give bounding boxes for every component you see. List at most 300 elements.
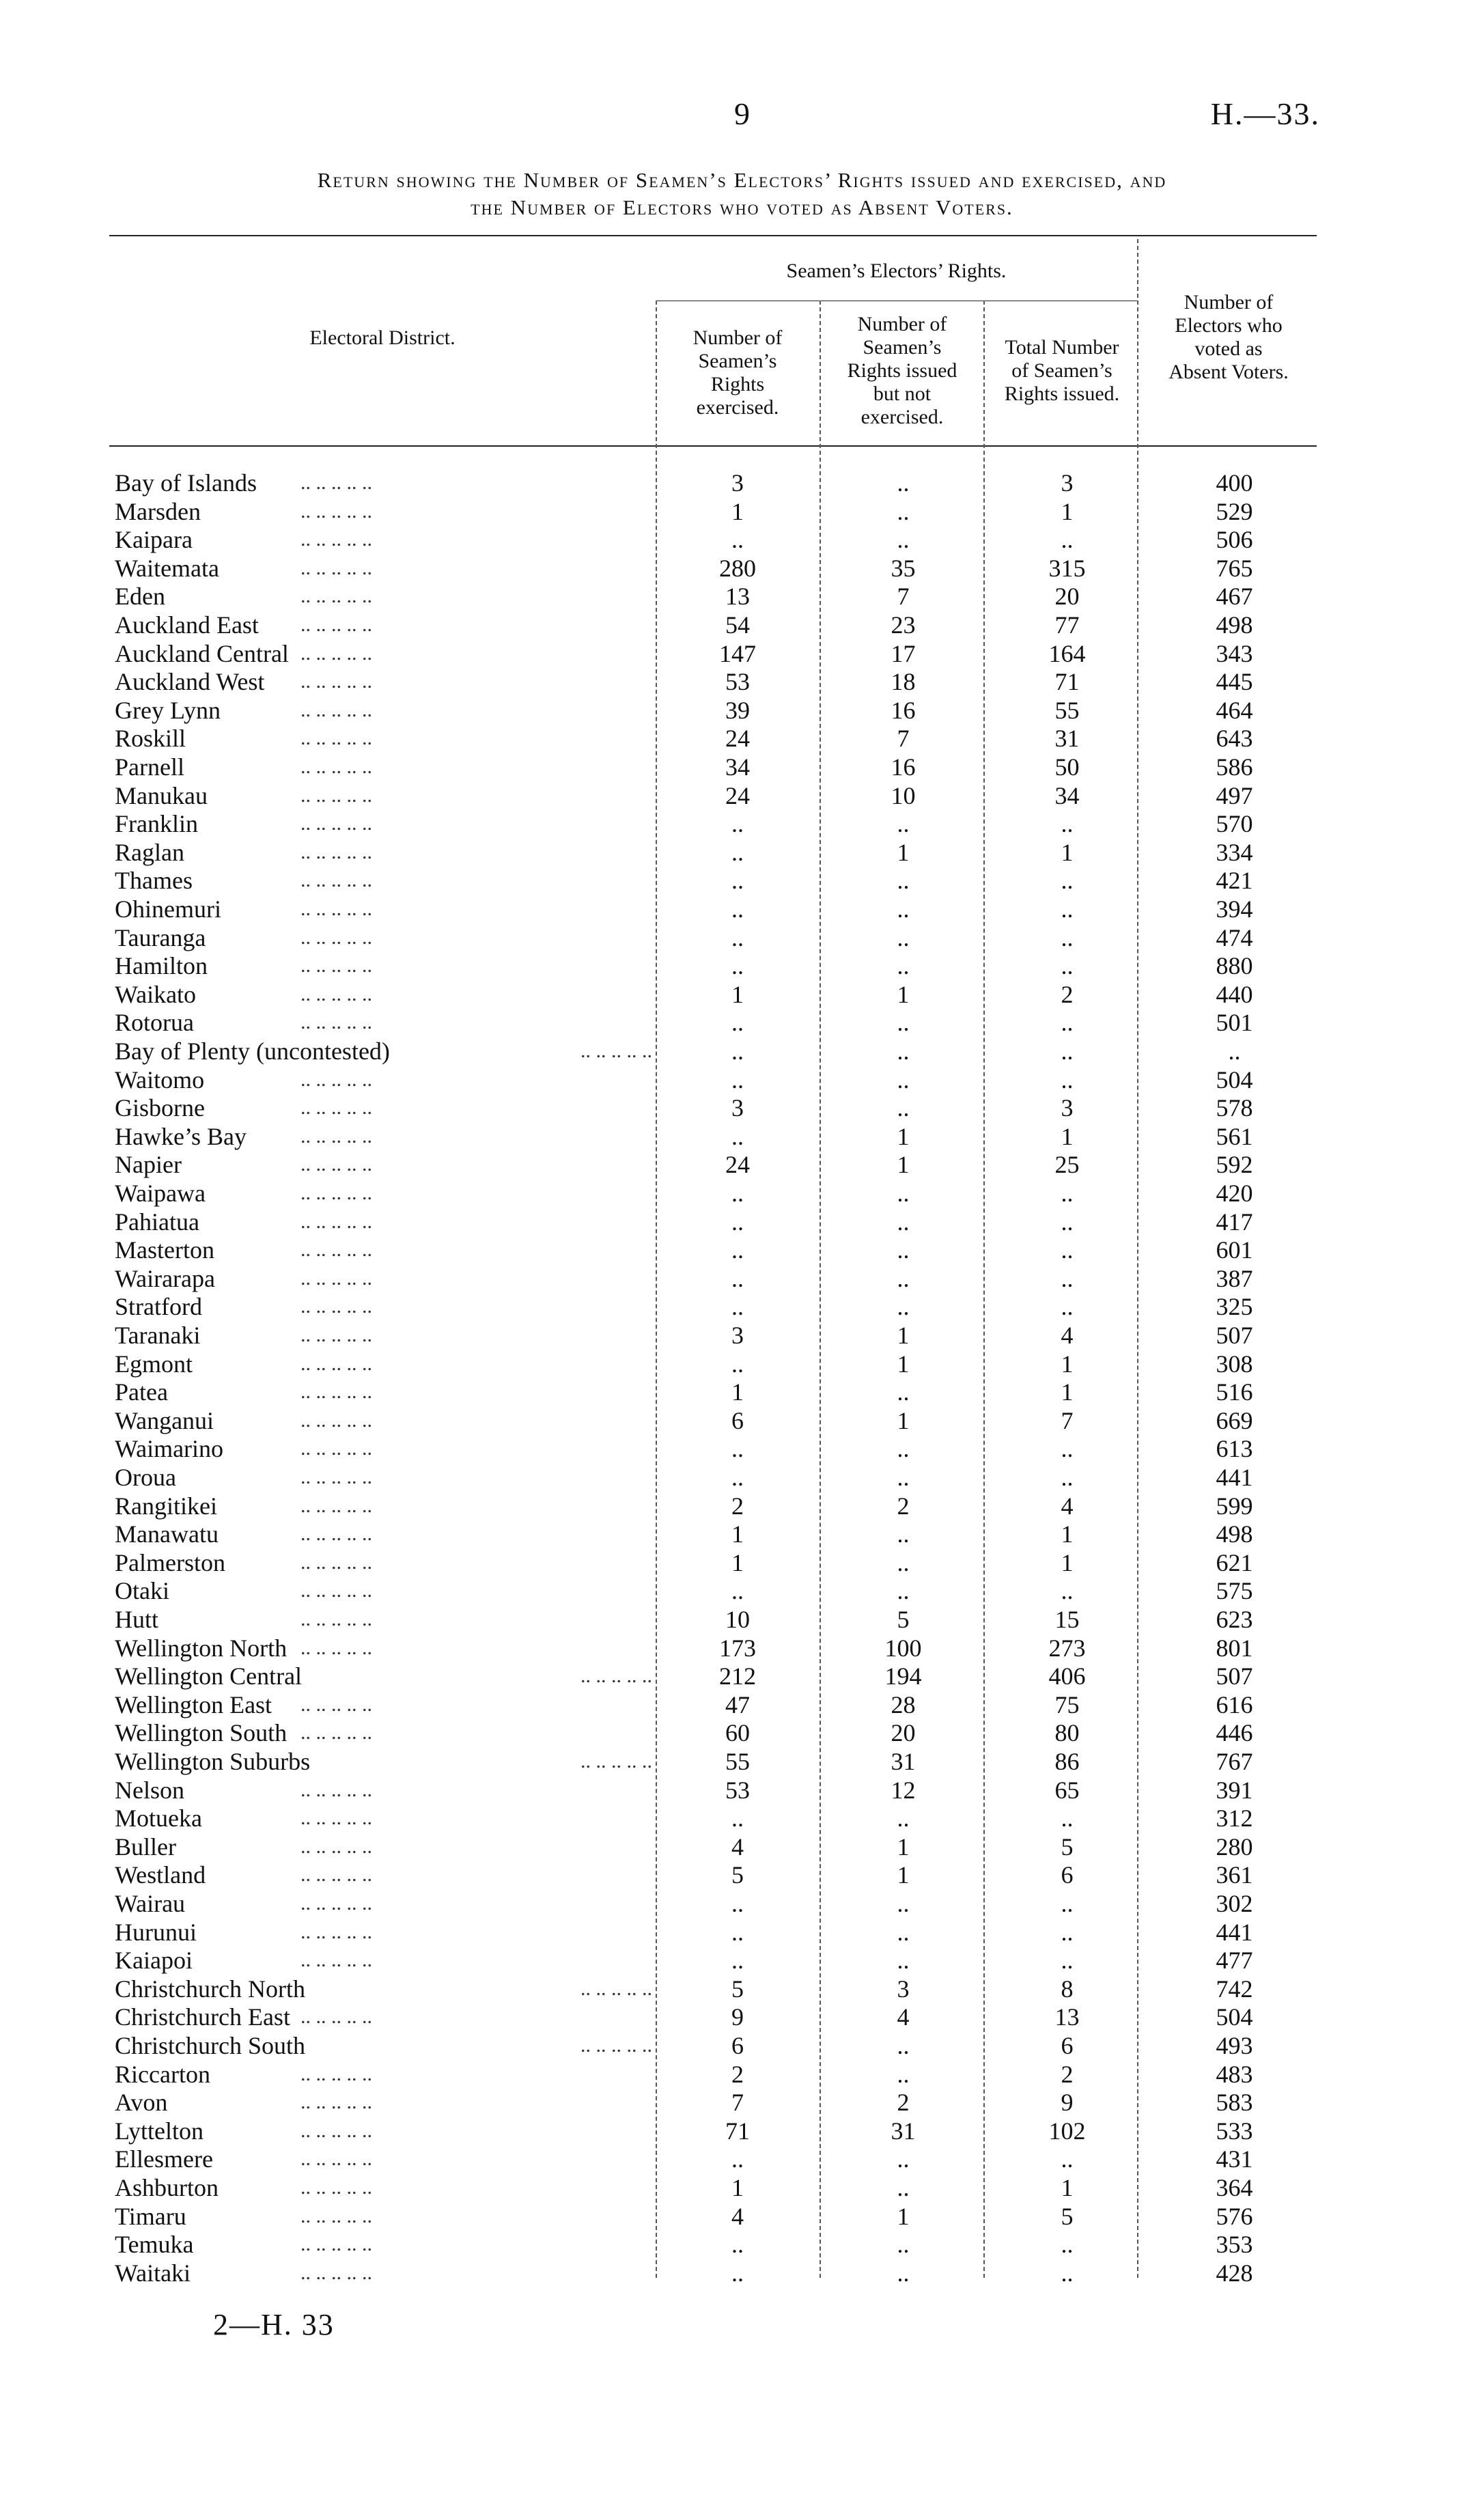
header-bottom-rule (109, 445, 1317, 447)
cell-absent-voters: 599 (1216, 1492, 1253, 1520)
district-name: Waipawa (115, 1180, 206, 1207)
table-row (0, 1889, 1484, 1918)
cell-exercised: .. (731, 1577, 744, 1605)
leader-dots: .. .. .. .. .. (300, 783, 372, 807)
header-total-issued: Total Number of Seamen’s Rights issued. (1004, 336, 1120, 405)
district-name: Wellington Central (115, 1662, 303, 1690)
district-name: Nelson (115, 1776, 184, 1804)
cell-absent-voters: 507 (1216, 1322, 1253, 1349)
table-row (0, 1321, 1484, 1350)
table-row (0, 2088, 1484, 2117)
leader-dots: .. .. .. .. .. (300, 1437, 372, 1460)
district-name: Manawatu (115, 1520, 219, 1548)
table-row (0, 1179, 1484, 1208)
district-name: Hutt (115, 1606, 159, 1633)
table-row (0, 2060, 1484, 2089)
leader-dots: .. .. .. .. .. (300, 2147, 372, 2171)
cell-total-issued: 2 (1061, 980, 1074, 1008)
district-name: Riccarton (115, 2060, 210, 2088)
cell-absent-voters: 361 (1216, 1861, 1253, 1889)
cell-not-exercised: .. (897, 1208, 910, 1236)
cell-not-exercised: 12 (891, 1776, 916, 1804)
table-row (0, 696, 1484, 725)
leader-dots: .. .. .. .. .. (300, 1153, 372, 1176)
cell-absent-voters: 441 (1216, 1918, 1253, 1946)
leader-dots: .. .. .. .. .. (580, 2034, 652, 2057)
cell-absent-voters: 669 (1216, 1406, 1253, 1434)
cell-exercised: 53 (725, 668, 750, 696)
leader-dots: .. .. .. .. .. (580, 1040, 652, 1062)
district-name: Hawke’s Bay (115, 1122, 247, 1150)
cell-not-exercised: 5 (897, 1606, 910, 1633)
cell-total-issued: .. (1061, 1464, 1074, 1491)
cell-not-exercised: .. (897, 1947, 910, 1975)
district-name: Bay of Islands (115, 469, 257, 497)
district-name: Wanganui (115, 1406, 214, 1434)
cell-exercised: 54 (725, 611, 750, 639)
cell-absent-voters: 302 (1216, 1890, 1253, 1917)
cell-total-issued: 1 (1061, 1350, 1074, 1378)
leader-dots: .. .. .. .. .. (300, 585, 372, 608)
cell-total-issued: 31 (1054, 725, 1080, 753)
cell-not-exercised: 1 (897, 1151, 910, 1179)
leader-dots: .. .. .. .. .. (300, 954, 372, 977)
cell-exercised: .. (731, 1947, 744, 1975)
cell-total-issued: .. (1061, 2145, 1074, 2173)
cell-not-exercised: .. (897, 1094, 910, 1122)
header-district: Electoral District. (309, 326, 456, 349)
district-name: Oroua (115, 1464, 176, 1491)
table-row (0, 1463, 1484, 1492)
cell-total-issued: 20 (1054, 583, 1080, 611)
table-row (0, 2031, 1484, 2060)
district-name: Bay of Plenty (uncontested) (115, 1037, 390, 1065)
district-name: Waikato (115, 980, 197, 1008)
cell-exercised: 24 (725, 781, 750, 809)
cell-not-exercised: 20 (891, 1719, 916, 1747)
cell-absent-voters: 483 (1216, 2060, 1253, 2088)
cell-absent-voters: 643 (1216, 725, 1253, 753)
cell-total-issued: .. (1061, 952, 1074, 980)
leader-dots: .. .. .. .. .. (300, 1550, 372, 1574)
cell-not-exercised: 35 (891, 554, 916, 582)
cell-not-exercised: 16 (891, 696, 916, 724)
table-row (0, 753, 1484, 781)
cell-total-issued: 34 (1054, 781, 1080, 809)
district-name: Timaru (115, 2202, 186, 2230)
cell-not-exercised: 7 (897, 583, 910, 611)
leader-dots: .. .. .. .. .. (300, 2261, 372, 2284)
table-row (0, 1662, 1484, 1690)
district-name: Raglan (115, 838, 184, 866)
cell-total-issued: 3 (1061, 469, 1074, 497)
leader-dots: .. .. .. .. .. (300, 1579, 372, 1602)
district-name: Buller (115, 1833, 176, 1861)
leader-dots: .. .. .. .. .. (300, 1608, 372, 1630)
cell-absent-voters: 445 (1216, 668, 1253, 696)
district-name: Wellington South (115, 1719, 288, 1747)
table-row (0, 1576, 1484, 1605)
cell-not-exercised: 31 (891, 2117, 916, 2145)
cell-not-exercised: .. (897, 1520, 910, 1548)
cell-exercised: 173 (719, 1634, 756, 1662)
cell-absent-voters: 421 (1216, 867, 1253, 895)
leader-dots: .. .. .. .. .. (300, 2119, 372, 2142)
cell-total-issued: .. (1061, 1435, 1074, 1463)
cell-not-exercised: .. (897, 923, 910, 951)
cell-not-exercised: .. (897, 2060, 910, 2088)
cell-absent-voters: 431 (1216, 2145, 1253, 2173)
cell-absent-voters: 420 (1216, 1180, 1253, 1207)
cell-absent-voters: 308 (1216, 1350, 1253, 1378)
header-group-seamens-rights: Seamen’s Electors’ Rights. (786, 260, 1007, 282)
leader-dots: .. .. .. .. .. (300, 499, 372, 523)
leader-dots: .. .. .. .. .. (300, 1466, 372, 1488)
cell-total-issued: 3 (1061, 1094, 1074, 1122)
cell-not-exercised: .. (897, 1037, 910, 1065)
cell-exercised: 3 (731, 1322, 744, 1349)
leader-dots: .. .. .. .. .. (300, 641, 372, 665)
district-name: Wellington Suburbs (115, 1748, 311, 1775)
cell-absent-voters: 533 (1216, 2117, 1253, 2145)
cell-not-exercised: 2 (897, 2089, 910, 2117)
table-row (0, 1492, 1484, 1520)
cell-absent-voters: 570 (1216, 810, 1253, 838)
table-row (0, 1634, 1484, 1662)
table-row (0, 1975, 1484, 2003)
table-row (0, 1066, 1484, 1094)
leader-dots: .. .. .. .. .. (300, 982, 372, 1005)
cell-total-issued: .. (1061, 1264, 1074, 1292)
header-exercised: Number of Seamen’s Rights exercised. (692, 326, 783, 419)
cell-exercised: .. (731, 810, 744, 838)
district-name: Marsden (115, 497, 201, 525)
cell-absent-voters: 576 (1216, 2202, 1253, 2230)
cell-absent-voters: 880 (1216, 952, 1253, 980)
cell-not-exercised: 7 (897, 725, 910, 753)
cell-not-exercised: 1 (897, 1833, 910, 1861)
leader-dots: .. .. .. .. .. (300, 2204, 372, 2227)
district-name: Tauranga (115, 923, 206, 951)
leader-dots: .. .. .. .. .. (580, 1977, 652, 2000)
district-name: Waitaki (115, 2259, 191, 2287)
cell-absent-voters: 477 (1216, 1947, 1253, 1975)
cell-total-issued: .. (1061, 867, 1074, 895)
table-row (0, 639, 1484, 668)
district-name: Wairau (115, 1890, 186, 1917)
cell-absent-voters: 391 (1216, 1776, 1253, 1804)
cell-absent-voters: 501 (1216, 1009, 1253, 1037)
cell-not-exercised: 31 (891, 1748, 916, 1775)
leader-dots: .. .. .. .. .. (300, 1096, 372, 1119)
table-row (0, 497, 1484, 526)
cell-total-issued: 1 (1061, 1122, 1074, 1150)
cell-total-issued: .. (1061, 1947, 1074, 1975)
cell-exercised: 6 (731, 2032, 744, 2059)
leader-dots: .. .. .. .. .. (300, 528, 372, 551)
cell-total-issued: 1 (1061, 1548, 1074, 1576)
leader-dots: .. .. .. .. .. (300, 1210, 372, 1233)
cell-not-exercised: .. (897, 469, 910, 497)
leader-dots: .. .. .. .. .. (300, 897, 372, 920)
district-name: Christchurch East (115, 2003, 290, 2031)
table-row (0, 1122, 1484, 1151)
cell-exercised: 1 (731, 980, 744, 1008)
table-row (0, 1406, 1484, 1435)
cell-exercised: 147 (719, 639, 756, 667)
cell-absent-voters: 441 (1216, 1464, 1253, 1491)
table-row (0, 525, 1484, 554)
table-row (0, 980, 1484, 1009)
cell-absent-voters: 325 (1216, 1293, 1253, 1321)
leader-dots: .. .. .. .. .. (300, 2233, 372, 2256)
cell-absent-voters: 498 (1216, 1520, 1253, 1548)
cell-total-issued: 2 (1061, 2060, 1074, 2088)
cell-total-issued: .. (1061, 1009, 1074, 1037)
district-name: Motueka (115, 1805, 202, 1833)
table-row (0, 1718, 1484, 1747)
cell-exercised: .. (731, 867, 744, 895)
table-row (0, 838, 1484, 867)
cell-exercised: 9 (731, 2003, 744, 2031)
cell-total-issued: 1 (1061, 2174, 1074, 2201)
leader-dots: .. .. .. .. .. (300, 1068, 372, 1091)
district-name: Temuka (115, 2231, 194, 2259)
cell-total-issued: 6 (1061, 2032, 1074, 2059)
cell-absent-voters: 440 (1216, 980, 1253, 1008)
leader-dots: .. .. .. .. .. (300, 1892, 372, 1914)
cell-absent-voters: 343 (1216, 639, 1253, 667)
cell-absent-voters: 400 (1216, 469, 1253, 497)
table-row (0, 895, 1484, 923)
table-row (0, 1008, 1484, 1037)
cell-total-issued: .. (1061, 1890, 1074, 1917)
leader-dots: .. .. .. .. .. (300, 1238, 372, 1262)
table-row (0, 469, 1484, 497)
cell-exercised: 71 (725, 2117, 750, 2145)
cell-not-exercised: .. (897, 1918, 910, 1946)
cell-total-issued: 75 (1054, 1690, 1080, 1718)
cell-exercised: 47 (725, 1690, 750, 1718)
cell-not-exercised: 194 (884, 1662, 922, 1690)
table-row (0, 2230, 1484, 2259)
cell-total-issued: .. (1061, 810, 1074, 838)
cell-not-exercised: 1 (897, 980, 910, 1008)
leader-dots: .. .. .. .. .. (300, 1949, 372, 1972)
table-row (0, 2003, 1484, 2031)
title-line-2: the Number of Electors who voted as Absent Voters. (471, 195, 1013, 219)
table-row (0, 866, 1484, 895)
table-top-rule (109, 235, 1317, 236)
cell-total-issued: 9 (1061, 2089, 1074, 2117)
cell-not-exercised: .. (897, 1180, 910, 1207)
leader-dots: .. .. .. .. .. (300, 812, 372, 835)
leader-dots: .. .. .. .. .. (300, 1835, 372, 1858)
cell-exercised: 24 (725, 725, 750, 753)
cell-total-issued: 315 (1048, 554, 1086, 582)
table-row (0, 1747, 1484, 1776)
cell-not-exercised: .. (897, 1464, 910, 1491)
cell-absent-voters: 529 (1216, 497, 1253, 525)
leader-dots: .. .. .. .. .. (300, 698, 372, 721)
table-row (0, 611, 1484, 639)
table-row (0, 923, 1484, 952)
cell-absent-voters: 497 (1216, 781, 1253, 809)
cell-exercised: .. (731, 1009, 744, 1037)
cell-not-exercised: 100 (884, 1634, 922, 1662)
cell-not-exercised: .. (897, 497, 910, 525)
table-row (0, 1833, 1484, 1861)
cell-exercised: 60 (725, 1719, 750, 1747)
leader-dots: .. .. .. .. .. (300, 1778, 372, 1801)
cell-exercised: 1 (731, 2174, 744, 2201)
cell-not-exercised: 1 (897, 1406, 910, 1434)
cell-absent-voters: 506 (1216, 526, 1253, 554)
cell-total-issued: .. (1061, 1577, 1074, 1605)
cell-absent-voters: 504 (1216, 1066, 1253, 1094)
cell-exercised: 34 (725, 753, 750, 781)
table-row (0, 781, 1484, 810)
cell-not-exercised: .. (897, 867, 910, 895)
cell-not-exercised: 1 (897, 2202, 910, 2230)
district-name: Wairarapa (115, 1264, 215, 1292)
cell-exercised: .. (731, 1435, 744, 1463)
cell-not-exercised: .. (897, 1009, 910, 1037)
cell-not-exercised: 18 (891, 668, 916, 696)
table-row (0, 554, 1484, 583)
cell-total-issued: 406 (1048, 1662, 1086, 1690)
cell-not-exercised: 16 (891, 753, 916, 781)
cell-not-exercised: 28 (891, 1690, 916, 1718)
district-name: Grey Lynn (115, 696, 221, 724)
cell-absent-voters: 446 (1216, 1719, 1253, 1747)
cell-absent-voters: 474 (1216, 923, 1253, 951)
cell-absent-voters: 464 (1216, 696, 1253, 724)
district-name: Hurunui (115, 1918, 197, 1946)
cell-not-exercised: .. (897, 2174, 910, 2201)
district-name: Ohinemuri (115, 895, 221, 923)
district-name: Auckland Central (115, 639, 289, 667)
district-name: Kaiapoi (115, 1947, 193, 1975)
table-row (0, 2259, 1484, 2287)
leader-dots: .. .. .. .. .. (300, 727, 372, 750)
cell-exercised: 53 (725, 1776, 750, 1804)
cell-total-issued: 6 (1061, 1861, 1074, 1889)
district-name: Napier (115, 1151, 182, 1179)
cell-absent-voters: 507 (1216, 1662, 1253, 1690)
leader-dots: .. .. .. .. .. (580, 1665, 652, 1688)
cell-not-exercised: 1 (897, 1861, 910, 1889)
cell-not-exercised: 23 (891, 611, 916, 639)
cell-not-exercised: .. (897, 810, 910, 838)
leader-dots: .. .. .. .. .. (300, 1408, 372, 1432)
cell-absent-voters: 613 (1216, 1435, 1253, 1463)
cell-exercised: .. (731, 1293, 744, 1321)
district-name: Avon (115, 2089, 168, 2117)
district-name: Egmont (115, 1350, 193, 1378)
cell-absent-voters: 801 (1216, 1634, 1253, 1662)
cell-exercised: 3 (731, 1094, 744, 1122)
cell-not-exercised: .. (897, 526, 910, 554)
table-row (0, 1434, 1484, 1463)
table-row (0, 1037, 1484, 1066)
table-row (0, 1918, 1484, 1947)
cell-exercised: 4 (731, 1833, 744, 1861)
cell-exercised: .. (731, 1122, 744, 1150)
district-name: Rangitikei (115, 1492, 217, 1520)
cell-not-exercised: .. (897, 2259, 910, 2287)
cell-not-exercised: .. (897, 952, 910, 980)
cell-exercised: .. (731, 952, 744, 980)
district-name: Wellington North (115, 1634, 288, 1662)
cell-not-exercised: .. (897, 1236, 910, 1264)
table-row (0, 1605, 1484, 1634)
cell-absent-voters: 767 (1216, 1748, 1253, 1775)
cell-total-issued: 77 (1054, 611, 1080, 639)
district-name: Manukau (115, 781, 208, 809)
cell-exercised: 4 (731, 2202, 744, 2230)
cell-total-issued: .. (1061, 1805, 1074, 1833)
leader-dots: .. .. .. .. .. (300, 925, 372, 949)
cell-exercised: .. (731, 1918, 744, 1946)
table-row (0, 1094, 1484, 1122)
leader-dots: .. .. .. .. .. (300, 1380, 372, 1404)
table-row (0, 951, 1484, 980)
leader-dots: .. .. .. .. .. (300, 2176, 372, 2199)
district-name: Rotorua (115, 1009, 194, 1037)
cell-exercised: .. (731, 1208, 744, 1236)
district-name: Westland (115, 1861, 206, 1889)
cell-absent-voters: 586 (1216, 753, 1253, 781)
cell-exercised: 1 (731, 497, 744, 525)
cell-total-issued: .. (1061, 2231, 1074, 2259)
cell-exercised: 13 (725, 583, 750, 611)
cell-absent-voters: 583 (1216, 2089, 1253, 2117)
leader-dots: .. .. .. .. .. (300, 471, 372, 494)
cell-absent-voters: 561 (1216, 1122, 1253, 1150)
cell-exercised: 5 (731, 1861, 744, 1889)
cell-not-exercised: .. (897, 2231, 910, 2259)
cell-exercised: 39 (725, 696, 750, 724)
cell-not-exercised: .. (897, 1435, 910, 1463)
cell-not-exercised: .. (897, 1805, 910, 1833)
leader-dots: .. .. .. .. .. (300, 1324, 372, 1346)
cell-exercised: .. (731, 1037, 744, 1065)
table-row (0, 1236, 1484, 1264)
cell-not-exercised: .. (897, 1378, 910, 1406)
cell-not-exercised: 10 (891, 781, 916, 809)
cell-exercised: .. (731, 2145, 744, 2173)
page-reference: H.—33. (1210, 96, 1320, 131)
cell-absent-voters: 623 (1216, 1606, 1253, 1633)
cell-exercised: 5 (731, 1975, 744, 2003)
district-name: Eden (115, 583, 165, 611)
cell-total-issued: .. (1061, 2259, 1074, 2287)
leader-dots: .. .. .. .. .. (300, 2062, 372, 2085)
district-name: Wellington East (115, 1690, 272, 1718)
district-name: Kaipara (115, 526, 193, 554)
cell-absent-voters: 364 (1216, 2174, 1253, 2201)
table-row (0, 809, 1484, 838)
cell-not-exercised: 3 (897, 1975, 910, 2003)
cell-absent-voters: 616 (1216, 1690, 1253, 1718)
cell-total-issued: 4 (1061, 1492, 1074, 1520)
cell-total-issued: .. (1061, 1180, 1074, 1207)
cell-total-issued: 80 (1054, 1719, 1080, 1747)
cell-exercised: .. (731, 2231, 744, 2259)
cell-total-issued: .. (1061, 1236, 1074, 1264)
leader-dots: .. .. .. .. .. (300, 1721, 372, 1744)
